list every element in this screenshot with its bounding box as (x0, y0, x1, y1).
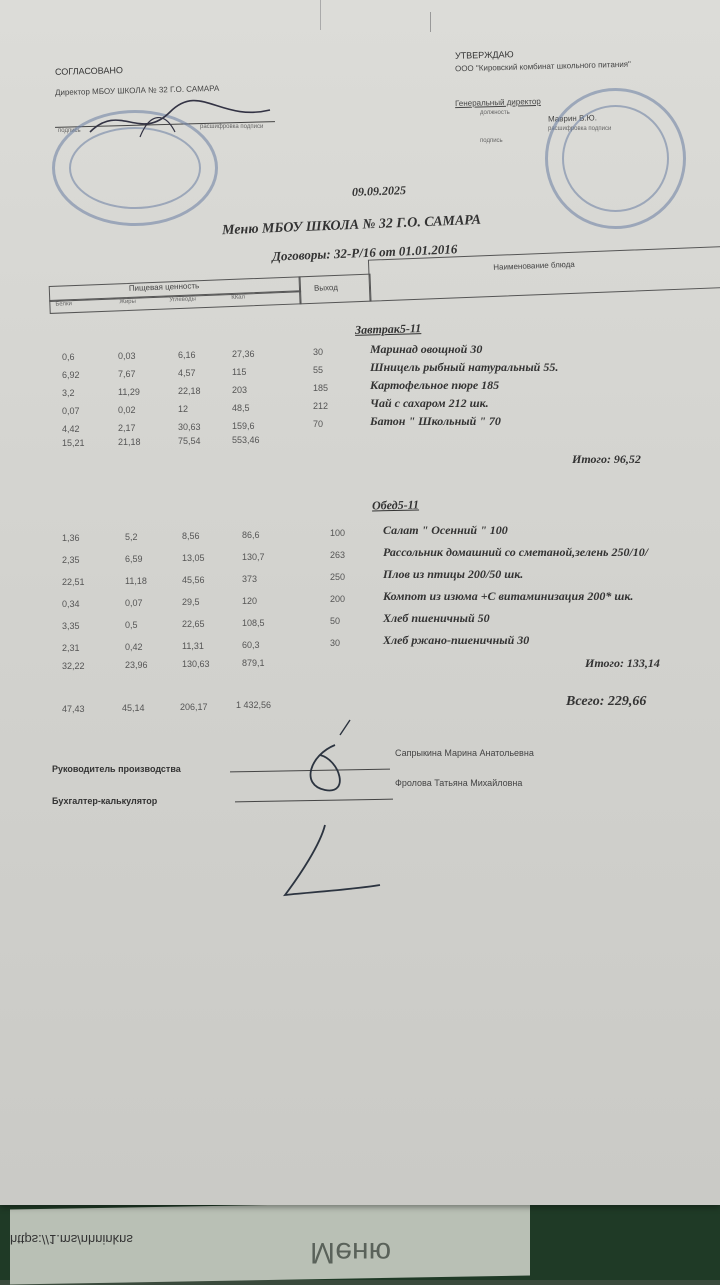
grand-carbs: 206,17 (180, 702, 208, 712)
dish-name: Чай с сахаром 212 шк. (370, 396, 489, 410)
approval-right-role: Генеральный директор (454, 96, 541, 109)
cell-carbs: 6,16 (178, 350, 196, 360)
cell-proteins: 3,2 (62, 388, 75, 398)
dish-name: Рассольник домашний со сметаной,зелень 250/10/ (383, 545, 649, 559)
approval-right-name-sub: расшифровка подписи (548, 126, 612, 132)
signature-name-1: Сапрыкина Марина Анатольевна (395, 748, 534, 758)
nutrition-header: Пищевая ценность (128, 281, 200, 293)
underlying-url: https://1.ms/nhninkns (10, 1232, 133, 1247)
cell-fats: 0,02 (118, 405, 136, 415)
contract-line: Договоры: 32-Р/16 от 01.01.2016 (271, 241, 458, 264)
dish-name: Картофельное пюре 185 (370, 378, 500, 392)
cell-output: 30 (313, 347, 324, 357)
cell-kcal: 130,7 (242, 552, 265, 562)
cell-proteins: 22,51 (62, 577, 85, 587)
cell-kcal: 120 (242, 596, 258, 606)
dish-header-cell (368, 246, 720, 302)
dish-name: Батон " Школьный " 70 (370, 414, 501, 428)
cell-carbs: 22,18 (178, 386, 201, 396)
col-carbs: Углеводы (169, 296, 197, 304)
cell-carbs: 12 (178, 404, 189, 414)
breakfast-title: Завтрак5-11 (354, 321, 422, 337)
cell-kcal: 159,6 (232, 421, 255, 431)
cell-proteins: 1,36 (62, 533, 80, 543)
cell-fats: 0,03 (118, 351, 136, 361)
cell-proteins: 0,6 (62, 352, 75, 362)
cell-proteins: 4,42 (62, 424, 80, 434)
cell-carbs: 45,56 (182, 575, 205, 585)
cell-output: 200 (330, 594, 346, 604)
cell-output: 100 (330, 528, 346, 538)
cell-fats: 7,67 (118, 369, 136, 379)
cell-carbs: 8,56 (182, 531, 200, 541)
cell-kcal: 108,5 (242, 618, 265, 628)
lunch-sum-carbs: 130,63 (182, 659, 210, 669)
dish-header: Наименование блюда (493, 259, 575, 272)
approval-right-name: Маврин В.Ю. (547, 113, 597, 124)
dish-name: Плов из птицы 200/50 шк. (383, 567, 524, 581)
cell-carbs: 22,65 (182, 619, 205, 629)
cell-output: 55 (313, 365, 324, 375)
breakfast-sum-kcal: 553,46 (232, 435, 260, 445)
dish-name: Шницель рыбный натуральный 55. (370, 360, 559, 374)
cell-carbs: 4,57 (178, 368, 196, 378)
lunch-sum-kcal: 879,1 (242, 658, 265, 668)
approval-right-sign-sub: подпись (480, 138, 503, 144)
cell-output: 50 (330, 616, 341, 626)
menu-date: 09.09.2025 (351, 183, 407, 199)
breakfast-sum-fats: 21,18 (118, 437, 141, 447)
col-kcal: ККал (231, 294, 246, 301)
lunch-sum-fats: 23,96 (125, 660, 148, 670)
approval-left-line: Директор МБОУ ШКОЛА № 32 Г.О. САМАРА (54, 83, 220, 98)
grand-proteins: 47,43 (62, 704, 85, 714)
dish-name: Компот из изюма +С витаминизация 200* шк. (383, 589, 634, 603)
approval-left-sub: подпись (58, 128, 81, 134)
cell-kcal: 86,6 (242, 530, 260, 540)
cell-output: 250 (330, 572, 346, 582)
cell-kcal: 115 (232, 367, 247, 377)
grand-total-label: Всего: 229,66 (566, 694, 647, 709)
approval-right-role-sub: должность (480, 110, 510, 116)
cell-fats: 11,18 (125, 576, 147, 586)
output-header: Выход (313, 282, 339, 293)
cell-fats: 0,07 (125, 598, 143, 608)
col-proteins: Белки (55, 301, 73, 308)
cell-fats: 11,29 (118, 387, 140, 397)
col-fats: Жиры (119, 298, 137, 306)
dish-name: Салат " Осенний " 100 (383, 523, 508, 537)
cell-carbs: 11,31 (182, 641, 204, 651)
signature-role-1: Руководитель производства (52, 764, 181, 774)
cell-fats: 2,17 (118, 423, 136, 433)
fold-mark (430, 12, 431, 32)
dish-name: Маринад овощной 30 (370, 342, 483, 356)
cell-proteins: 6,92 (62, 370, 80, 380)
cell-kcal: 48,5 (232, 403, 250, 413)
cell-fats: 6,59 (125, 554, 143, 564)
underlying-heading: Меню (310, 1236, 392, 1269)
fold-mark (320, 0, 321, 30)
cell-output: 212 (313, 401, 329, 411)
approval-right-title: УТВЕРЖДАЮ (454, 49, 514, 61)
signature-role-2: Бухгалтер-калькулятор (52, 796, 158, 806)
cell-output: 185 (313, 383, 329, 393)
grand-kcal: 1 432,56 (236, 700, 272, 710)
cell-proteins: 2,31 (62, 643, 80, 653)
lunch-title: Обед5-11 (371, 497, 420, 513)
lunch-sum-proteins: 32,22 (62, 661, 85, 671)
stamp-right (545, 88, 686, 229)
cell-proteins: 2,35 (62, 555, 80, 565)
lunch-total-label: Итого: 133,14 (585, 656, 660, 670)
cell-fats: 0,42 (125, 642, 143, 652)
cell-output: 263 (330, 550, 346, 560)
approval-left-sub2: расшифровка подписи (200, 124, 264, 130)
cell-carbs: 30,63 (178, 422, 201, 432)
cell-kcal: 203 (232, 385, 248, 395)
cell-kcal: 27,36 (232, 349, 255, 359)
signature-left (80, 92, 280, 152)
dish-name: Хлеб ржано-пшеничный 30 (383, 633, 530, 647)
cell-proteins: 0,07 (62, 406, 80, 416)
breakfast-total-label: Итого: 96,52 (572, 452, 641, 466)
page-title: Меню МБОУ ШКОЛА № 32 Г.О. САМАРА (221, 212, 482, 239)
cell-output: 70 (313, 419, 324, 429)
cell-kcal: 373 (242, 574, 258, 584)
signature-name-2: Фролова Татьяна Михайловна (395, 778, 523, 788)
cell-output: 30 (330, 638, 341, 648)
breakfast-sum-proteins: 15,21 (62, 438, 85, 448)
grand-fats: 45,14 (122, 703, 145, 713)
approval-right-org: ООО "Кировский комбинат школьного питания" (454, 59, 632, 74)
cell-carbs: 13,05 (182, 553, 205, 563)
cell-kcal: 60,3 (242, 640, 260, 650)
cell-carbs: 29,5 (182, 597, 200, 607)
cell-proteins: 0,34 (62, 599, 80, 609)
handwritten-signatures (280, 715, 410, 905)
approval-left-title: СОГЛАСОВАНО (54, 65, 124, 77)
cell-fats: 5,2 (125, 532, 138, 542)
cell-proteins: 3,35 (62, 621, 80, 631)
breakfast-sum-carbs: 75,54 (178, 436, 201, 446)
dish-name: Хлеб пшеничный 50 (383, 611, 490, 625)
cell-fats: 0,5 (125, 620, 138, 630)
